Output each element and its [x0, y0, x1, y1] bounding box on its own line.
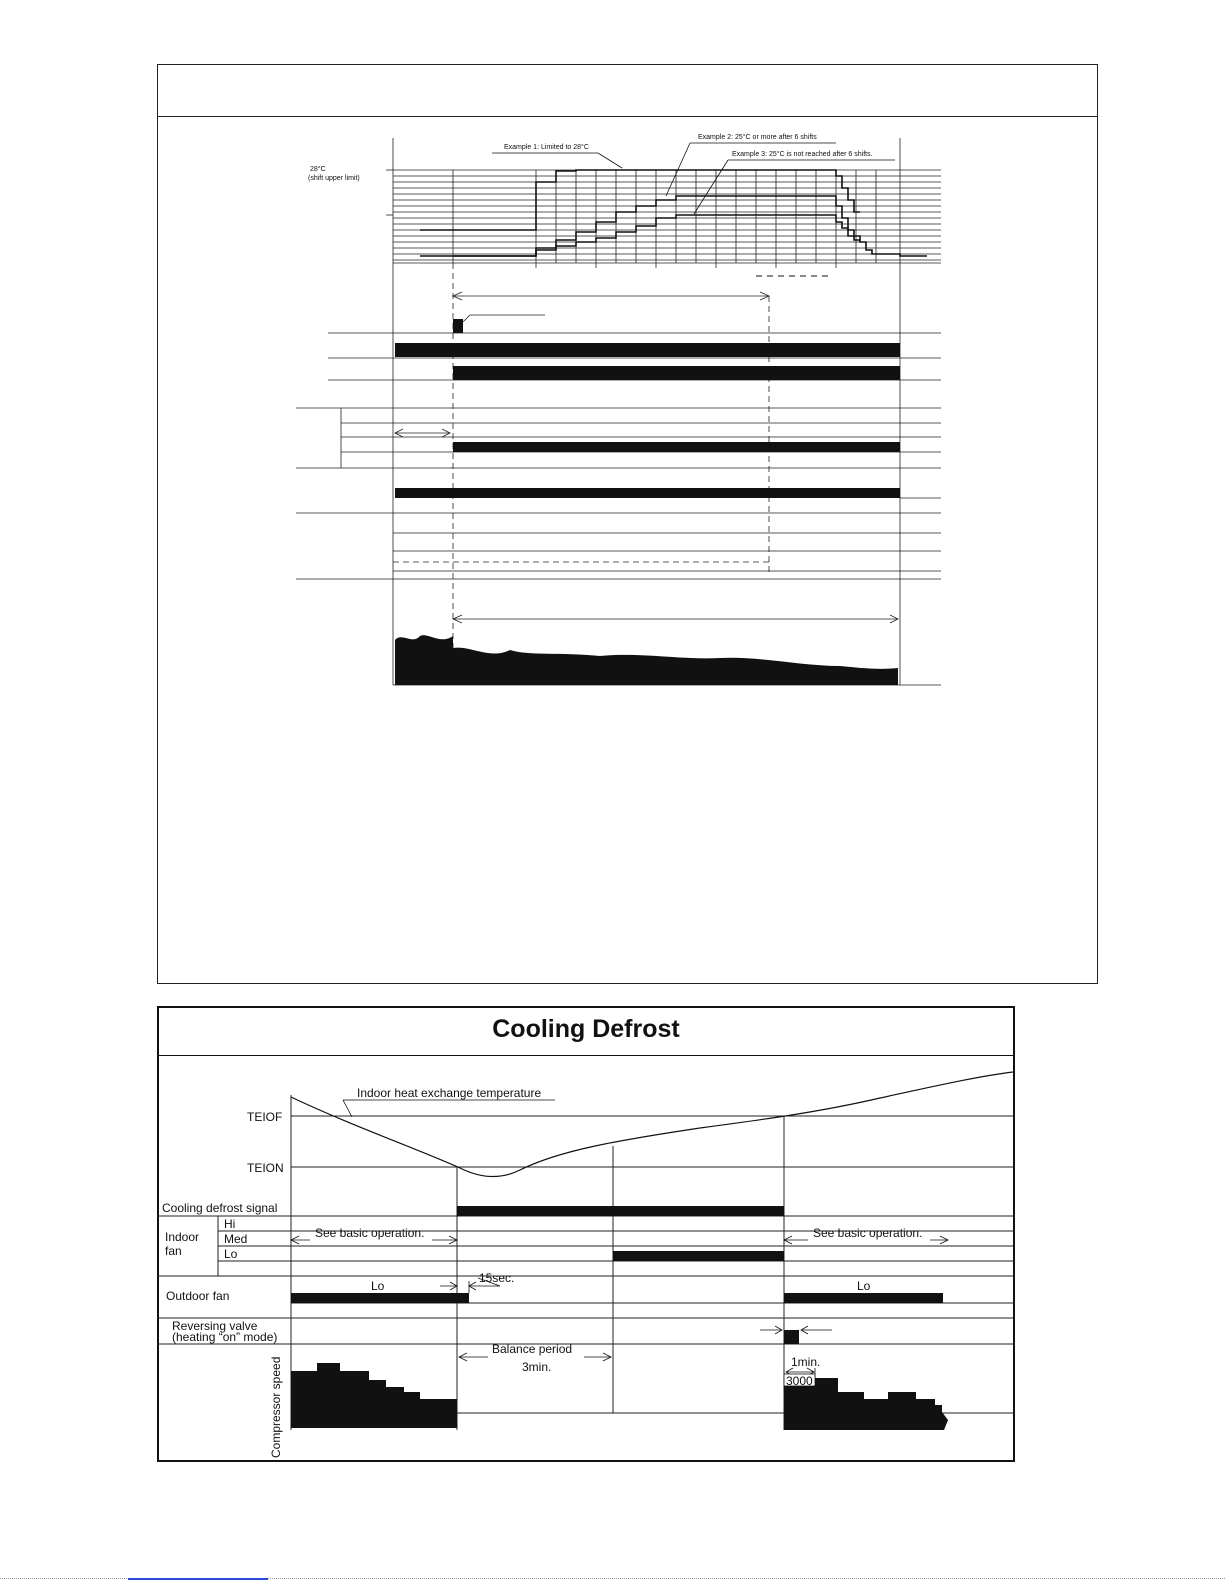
indoor-fan-lo-bar: [613, 1251, 784, 1261]
compressor-speed-left: [291, 1363, 457, 1428]
teiof-label: TEIOF: [247, 1110, 283, 1124]
footer-link-underline: [128, 1578, 268, 1580]
limit-sublabel: (shift upper limit): [308, 175, 360, 182]
example1-label: Example 1: Limited to 28°C: [504, 144, 589, 151]
outdoor-lo-left: Lo: [371, 1279, 385, 1293]
teion-label: TEION: [247, 1161, 284, 1175]
outdoor-fan-label: Outdoor fan: [166, 1289, 230, 1303]
compressor-speed-label: Compressor speed: [269, 1356, 283, 1458]
balance-time-label: 3min.: [522, 1360, 552, 1374]
defrost-signal-label: Cooling defrost signal: [162, 1201, 278, 1215]
outdoor-fan-bar-left: [291, 1293, 469, 1303]
reversing-label-2: (heating “on” mode): [172, 1330, 278, 1344]
see-basic-right: See basic operation.: [813, 1226, 923, 1240]
reversing-label-1: Reversing valve: [172, 1319, 258, 1333]
outdoor-lo-right: Lo: [857, 1279, 871, 1293]
fan-lo-label: Lo: [224, 1247, 238, 1261]
defrost-signal-bar: [457, 1206, 784, 1216]
example3-label: Example 3: 25°C is not reached after 6 shifts.: [732, 151, 873, 158]
cooling-defrost-title: Cooling Defrost: [492, 1015, 680, 1043]
speed-3000-label: 3000: [786, 1374, 813, 1388]
example2-label: Example 2: 25°C or more after 6 shifts: [698, 134, 817, 141]
one-min-label: 1min.: [791, 1355, 821, 1369]
indoor-fan-label-1: Indoor: [165, 1230, 200, 1244]
balance-period-label: Balance period: [492, 1342, 573, 1356]
cd-grid: [157, 1095, 1013, 1430]
fan-med-label: Med: [224, 1232, 248, 1246]
limit-label: 28°C: [310, 166, 326, 173]
indoor-fan-label-2: fan: [165, 1244, 182, 1258]
fan-hi-label: Hi: [224, 1217, 236, 1231]
outdoor-fan-bar-right: [784, 1293, 943, 1303]
temp-curve-label: Indoor heat exchange temperature: [357, 1086, 542, 1100]
delay-15-label: 15sec.: [479, 1271, 515, 1285]
reversing-valve-pulse: [784, 1330, 799, 1344]
see-basic-left: See basic operation.: [315, 1226, 425, 1240]
